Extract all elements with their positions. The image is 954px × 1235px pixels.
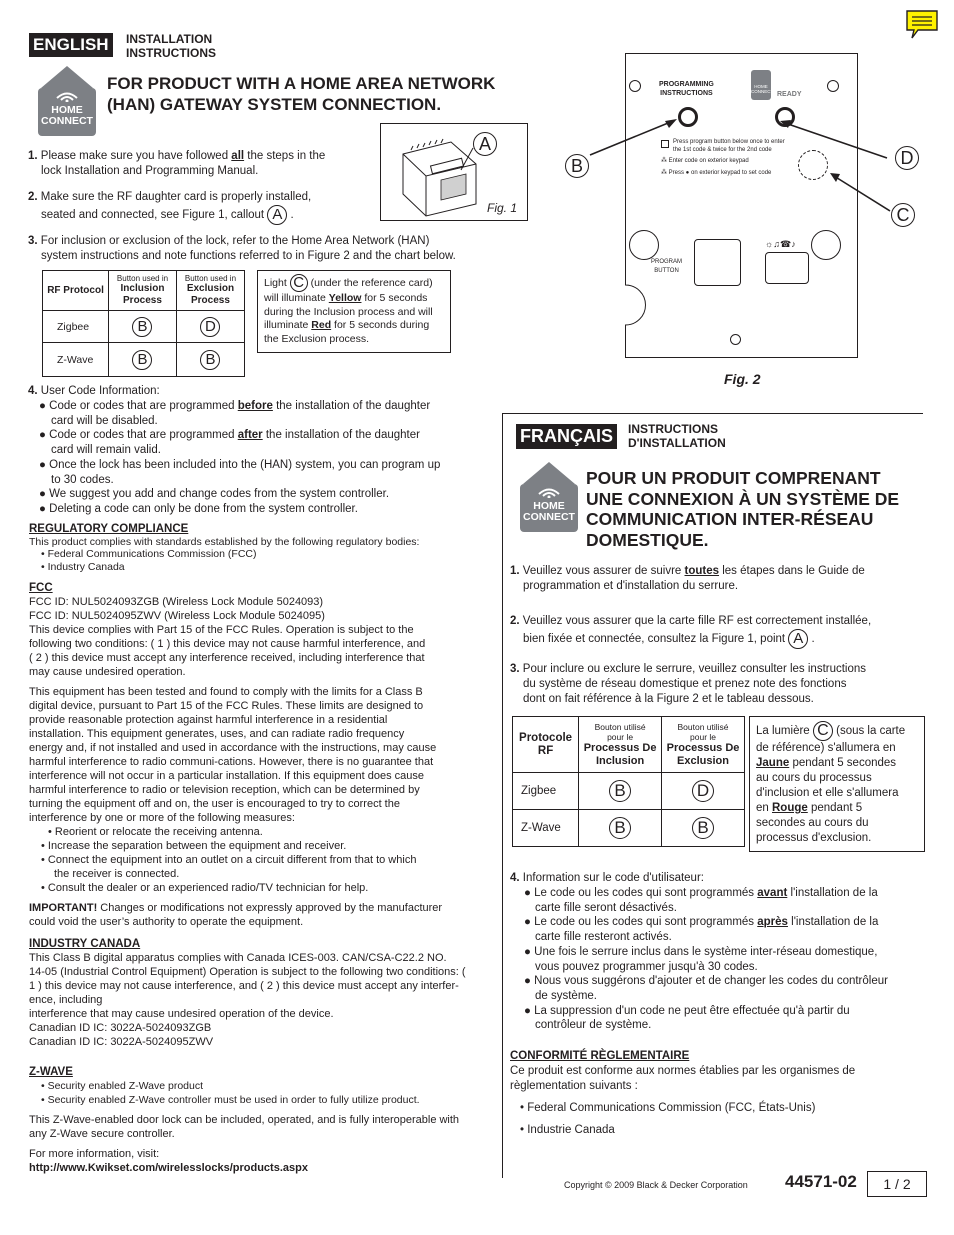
table-cell-protocol: Z-Wave	[513, 810, 579, 847]
card-text: PROGRAMMING	[659, 81, 714, 88]
english-fcc: FCC FCC ID: NUL5024093ZGB (Wireless Lock Module 5024093) FCC ID: NUL5024095ZWV (Wireless Lock Module 5024095) This device complies with Part 15 of the FCC Rules. Operation is subject to the following two conditions: ( 1 ) this device may not cause harmful interference, and ( 2 ) this device must accept any interference received, including interference that may cause undesired operation. This equipment has been tested and found to comply with the limits for a Class B digital device, pursuant to Part 15 of the FCC Rules. These limits are designed to provide reasonable protection against harmful interference in a residential installation. This equipment generates, uses, and can radiate radio frequency energy and, if not installed and used in accordance with the instructions, may cause harmful interference to radio communi-cations. However, there is no guarantee that interference will not occur in a particular installation. If this equipment does cause harmful interference to radio or television reception, which can be determined by turning the equipment off and on, the user is encouraged to try to correct the interference by one or more of the following measures: • Reorient or relocate the receiving antenna. • Increase the separation between the equipment and receiver. • Connect the equipment into an outlet on a circuit different from that to which the receiver is connected. • Consult the dealer or an experienced radio/TV technician for help. IMPORTANT! Changes or modifications not expressly approved by the manufacturer could void the user’s authority to operate the equipment.	[29, 581, 499, 929]
bullet-text: carte fille seront désactivés.	[535, 901, 677, 914]
keypad-symbols-icon: ☼♫☎♪	[765, 239, 796, 249]
table-cell	[176, 311, 244, 343]
bullet-text: l'installation de la	[787, 916, 879, 929]
table-header-protocol: Protocole RF	[513, 717, 579, 773]
section-text: installation. This equipment generates, uses, and can radiate radio frequency	[29, 728, 405, 740]
kwikset-link[interactable]: http://www.Kwikset.com/wirelesslocks/products.aspx	[29, 1162, 308, 1174]
step-text: seated and connected, see Figure 1, callout	[41, 209, 265, 222]
mounting-hole	[730, 334, 741, 345]
logo-text: CONNECT	[41, 115, 93, 127]
english-light-note	[257, 270, 451, 353]
english-subtitle-line: INSTRUCTIONS	[126, 46, 216, 60]
bullet-text: We suggest you add and change codes from the system controller.	[49, 488, 390, 501]
card-text: Enter code on exterior keypad	[668, 158, 749, 164]
step-text: dont on fait référence à la Figure 2 et le tableau dessous.	[523, 693, 814, 705]
callout-c: C	[891, 203, 915, 227]
section-text: For more information, visit:	[29, 1148, 160, 1160]
callout-a: A	[473, 132, 497, 156]
card-text: Press	[668, 169, 685, 176]
step-number: 4.	[510, 872, 520, 884]
step-text: Veuillez vous assurer que la carte fille RF est correctement installée,	[522, 615, 872, 627]
logo-text: HOME	[533, 500, 565, 512]
step-number: 1.	[28, 150, 38, 162]
callout-a: A	[788, 629, 808, 649]
bullet-text: de système.	[535, 989, 597, 1002]
french-step-2: 2. Veuillez vous assurer que la carte fille RF est correctement installée, bien fixée et connectée, consultez la Figure 1, point A .	[510, 615, 872, 647]
step-text: User Code Information:	[40, 385, 160, 397]
table-cell-protocol: Z-Wave	[43, 343, 109, 377]
note-text: will illuminate	[264, 292, 329, 304]
bullet-text: l'installation de la	[787, 887, 878, 899]
section-divider	[502, 413, 923, 414]
ready-label: READY	[777, 91, 802, 98]
english-subtitle-line: INSTALLATION	[126, 32, 213, 46]
english-subtitle	[126, 32, 216, 60]
section-text: règlementation suivants :	[510, 1080, 638, 1092]
table-cell	[579, 773, 662, 810]
section-title: FCC	[29, 582, 53, 594]
callout-letter: B	[692, 817, 714, 839]
english-title-line: (HAN) GATEWAY SYSTEM CONNECTION.	[107, 95, 442, 114]
copyright-text: Copyright © 2009 Black & Decker Corporation	[564, 1180, 748, 1190]
note-text: La lumière	[756, 725, 810, 738]
english-rf-table	[42, 270, 245, 377]
table-header-main: Processus De Inclusion	[583, 741, 657, 767]
wifi-icon	[536, 486, 562, 498]
bullet-emphasis: avant	[757, 887, 788, 899]
french-rf-table	[512, 716, 745, 847]
table-cell	[662, 810, 745, 847]
table-header-main: Exclusion Process	[186, 283, 235, 306]
programming-instructions-heading	[659, 80, 714, 98]
callout-letter: D	[200, 317, 220, 337]
figure-2-label: Fig. 2	[724, 371, 761, 387]
table-header-inclusion	[579, 717, 662, 773]
french-subtitle-line: D'INSTALLATION	[628, 436, 726, 450]
callout-c: C	[813, 721, 833, 741]
french-title-line: COMMUNICATION INTER-RÉSEAU	[586, 509, 874, 529]
section-text: interference will not occur in a particular installation. If this equipment does cause	[29, 770, 424, 782]
card-text: the 1st code & twice for the 2nd code	[673, 146, 772, 153]
section-bullet: Reorient or relocate the receiving antenna.	[54, 826, 263, 838]
note-text: for 5 seconds	[361, 292, 428, 304]
callout-b: B	[565, 154, 589, 178]
note-text: secondes au cours du	[756, 817, 869, 829]
note-text: pendant 5	[807, 802, 863, 814]
program-button-label	[651, 258, 682, 276]
table-header-sub: Button used in	[184, 274, 237, 283]
bullet-text: card will remain valid.	[51, 444, 161, 457]
french-light-note	[749, 716, 925, 852]
section-text: following two conditions: ( 1 ) this device may not cause harmful interference, and	[29, 638, 426, 650]
bullet-text: carte fille resteront activés.	[535, 931, 672, 944]
bullet-text: Nous vous suggérons d'ajouter et de changer les codes du contrôleur	[534, 975, 888, 988]
section-bullet: Security enabled Z-Wave controller must be used in order to fully utilize product.	[47, 1094, 420, 1106]
table-header-protocol: RF Protocol	[43, 271, 109, 311]
figure-2-arrows	[560, 100, 900, 220]
section-text: This equipment has been tested and found to comply with the limits for a Class B	[29, 686, 423, 698]
note-text: the Exclusion process.	[264, 332, 370, 345]
step-text: du système de réseau domestique et prenez note des fonctions	[523, 678, 847, 690]
keypad-area	[765, 252, 809, 284]
section-text: FCC ID: NUL5024095ZWV (Wireless Lock Module 5024095)	[29, 610, 325, 622]
section-text: 1 ) this device may not cause interference, and ( 2 ) this device must accept any interfer-	[29, 980, 459, 992]
french-title-line: DOMESTIQUE.	[586, 529, 709, 550]
note-text: de référence) s'allumera en	[756, 742, 896, 754]
mounting-hole	[629, 80, 641, 92]
french-step-3	[510, 662, 866, 707]
table-cell	[109, 343, 177, 377]
english-title	[107, 73, 495, 115]
english-language-tag: ENGLISH	[29, 33, 113, 57]
bullet-text: the installation of the daughter	[272, 400, 431, 412]
card-instructions: Press program button below once to enter the 1st code & twice for the 2nd code ⁂ Enter code on exterior keypad ⁂ Press ● on exterior keypad to set code	[661, 139, 785, 176]
section-text: may cause undesired operation.	[29, 666, 186, 678]
bullet-text: Une fois le serrure inclus dans le système inter-réseau domestique,	[534, 945, 878, 958]
table-header-sub: Button used in	[116, 274, 169, 283]
home-connect-logo-small	[751, 70, 774, 100]
section-text: interference by one or more of the following measures:	[29, 812, 295, 824]
english-step-2: 2. Make sure the RF daughter card is properly installed, seated and connected, see Figure 1, callout A .	[28, 191, 312, 223]
step-number: 2.	[28, 191, 38, 203]
logo-text: CONNECT	[523, 511, 575, 523]
table-cell	[662, 773, 745, 810]
english-step-1	[28, 149, 325, 179]
step-text: lock Installation and Programming Manual.	[41, 165, 259, 177]
section-text: FCC ID: NUL5024093ZGB (Wireless Lock Module 5024093)	[29, 596, 324, 608]
table-header-exclusion	[662, 717, 745, 773]
table-row	[43, 343, 245, 377]
step-emphasis: toutes	[684, 565, 720, 577]
note-text: en	[756, 802, 772, 814]
step-text: Pour inclure ou exclure le serrure, veuillez consulter les instructions	[522, 663, 867, 675]
note-text: illuminate	[264, 319, 312, 331]
step-number: 2.	[510, 615, 520, 627]
section-text: This device complies with Part 15 of the FCC Rules. Operation is subject to the	[29, 624, 414, 636]
french-subtitle	[628, 422, 726, 450]
section-text: ( 2 ) this device must accept any interference received, including interference that	[29, 652, 425, 664]
table-header-sub: Bouton utilisé pour le	[594, 721, 646, 742]
callout-a: A	[267, 205, 287, 225]
table-row	[43, 311, 245, 343]
section-text: provide reasonable protection against harmful interference in a residential	[29, 714, 388, 726]
bullet-text: La suppression d'un code ne peut être effectuée qu'à partir du	[534, 1004, 850, 1017]
callout-letter: D	[692, 780, 714, 802]
section-text: energy and, if not installed and used in accordance with the instructions, may cause	[29, 742, 437, 754]
bullet-text: Once the lock has been included into the (HAN) system, you can program up	[49, 458, 441, 471]
section-text: This Z-Wave-enabled door lock can be included, operated, and is fully interoperable with	[29, 1114, 460, 1126]
step-text: system instructions and note functions referred to in Figure 2 and the chart below.	[41, 250, 456, 262]
step-text: programmation et d'installation du serrure.	[523, 580, 739, 592]
section-bullet: the receiver is connected.	[54, 868, 180, 880]
note-emphasis: Jaune	[756, 757, 790, 769]
table-header-sub: Bouton utilisé pour le	[677, 721, 729, 742]
section-title: REGULATORY COMPLIANCE	[29, 523, 189, 535]
section-text: ence, including	[29, 994, 103, 1006]
section-text: harmful interference to radio communi-cations. However, there is no guarantee that	[29, 756, 434, 768]
bullet-text: Le code ou les codes qui sont programmés	[534, 887, 758, 899]
mounting-hole	[811, 230, 841, 260]
section-title: CONFORMITÉ RÈGLEMENTAIRE	[510, 1050, 690, 1062]
step-text: For inclusion or exclusion of the lock, refer to the Home Area Network (HAN)	[40, 235, 430, 247]
french-step-4: 4. Information sur le code d'utilisateur: ● Le code ou les codes qui sont programmés avant l'installation de la carte fille seront désactivés. ● Le code ou les codes qui sont programmés après l'installation de la carte fille resteront activés. ● Une fois le serrure inclus dans le système inter-réseau domestique, vous pouvez programmer jusqu'à 30 codes. ● Nous vous suggérons d'ajouter et de changer les codes du contrôleur de système. ● La suppression d'un code ne peut être effectuée qu'à partir du contrôleur de système.	[510, 871, 920, 1033]
note-text: for 5 seconds during	[331, 319, 430, 331]
section-text: any Z-Wave secure controller.	[29, 1128, 175, 1140]
table-cell	[579, 810, 662, 847]
mounting-hole	[827, 80, 839, 92]
section-bullet: Industry Canada	[47, 561, 125, 573]
note-text: au cours du processus	[756, 772, 872, 784]
bullet-text: the installation of the daughter	[262, 429, 420, 442]
bullet-text: Code or codes that are programmed	[49, 429, 238, 442]
section-text: Canadian ID IC: 3022A-5024095ZWV	[29, 1036, 214, 1048]
note-emphasis: Rouge	[772, 802, 808, 814]
table-cell-protocol: Zigbee	[513, 773, 579, 810]
french-regulatory: CONFORMITÉ RÈGLEMENTAIRE Ce produit est conforme aux normes établies par les organismes de règlementation suivants : • Federal Communications Commission (FCC, États-Unis) • Industrie Canada	[510, 1049, 920, 1138]
callout-letter: B	[609, 780, 631, 802]
section-text: Ce produit est conforme aux normes établies par les organismes de	[510, 1065, 856, 1077]
section-bullet: Security enabled Z-Wave product	[47, 1080, 204, 1092]
bullet-text: to 30 codes.	[51, 473, 114, 486]
logo-text: HOME	[51, 104, 83, 116]
card-text: INSTRUCTIONS	[660, 90, 713, 97]
callout-letter: B	[132, 350, 152, 370]
step-text: bien fixée et connectée, consultez la Figure 1, point	[523, 633, 786, 646]
note-text: d'inclusion et elle s'allumera	[756, 787, 899, 799]
section-bullet: Federal Communications Commission (FCC, États-Unis)	[527, 1102, 816, 1114]
column-divider	[502, 413, 503, 1178]
bullet-text: vous pouvez programmer jusqu'à 30 codes.	[535, 960, 758, 973]
bullet-text: card will be disabled.	[51, 414, 158, 427]
wifi-icon	[54, 90, 80, 102]
callout-d: D	[895, 146, 919, 170]
section-bullet: Connect the equipment into an outlet on a circuit different from that to which	[47, 854, 417, 866]
section-text: interference that may cause undesired operation of the device.	[29, 1008, 334, 1020]
section-text: digital device, pursuant to Part 15 of the FCC Rules. These limits are designed to	[29, 700, 424, 712]
english-step-3	[28, 234, 456, 264]
section-bullet: Industrie Canada	[527, 1124, 615, 1136]
callout-letter: B	[609, 817, 631, 839]
page-number: 1 / 2	[867, 1171, 927, 1197]
table-header-exclusion	[176, 271, 244, 311]
section-text: harmful interference to radio or television reception, which can be determined by	[29, 784, 420, 796]
english-regulatory: REGULATORY COMPLIANCE This product complies with standards established by the following regulatory bodies: • Federal Communications Commission (FCC) • Industry Canada	[29, 522, 499, 574]
step-text: Make sure the RF daughter card is properly installed,	[40, 191, 312, 203]
note-text: Light	[264, 276, 287, 289]
section-bullet: Federal Communications Commission (FCC)	[47, 548, 257, 560]
step-number: 3.	[28, 235, 38, 247]
french-step-1	[510, 564, 865, 594]
table-cell-protocol: Zigbee	[43, 311, 109, 343]
note-icon[interactable]	[904, 8, 940, 40]
section-text: Changes or modifications not expressly approved by the manufacturer	[97, 902, 443, 914]
note-text: (under the reference card)	[310, 276, 433, 289]
french-title-line: POUR UN PRODUIT COMPRENANT	[586, 468, 881, 488]
english-step-4: 4. User Code Information: ● Code or codes that are programmed before the installation of the daughter card will be disabled. ● Code or codes that are programmed after the installation of the daughter card will remain valid. ● Once the lock has been included into the (HAN) system, you can program up to 30 codes. ● We suggest you add and change codes from the system controller. ● Deleting a code can only be done from the system controller.	[28, 384, 488, 517]
english-zwave: Z-WAVE • Security enabled Z-Wave product • Security enabled Z-Wave controller must be used in order to fully utilize product. This Z-Wave-enabled door lock can be included, operated, and is fully interoperable with any Z-Wave secure controller. For more information, visit: http://www.Kwikset.com/wirelesslocks/products.aspx	[29, 1065, 499, 1175]
table-header-main: Processus De Exclusion	[666, 741, 740, 767]
card-text: PROGRAM	[651, 259, 683, 265]
step-number: 1.	[510, 565, 520, 577]
section-text: could void the user’s authority to operate the equipment.	[29, 916, 304, 928]
note-text: pendant 5 secondes	[789, 757, 897, 769]
section-bullet: Increase the separation between the equipment and receiver.	[47, 840, 347, 852]
note-text: during the Inclusion process and will	[264, 305, 433, 318]
step-text: Veuillez vous assurer de suivre	[522, 565, 685, 577]
note-text: (sous la carte	[836, 725, 906, 738]
step-number: 3.	[510, 663, 520, 675]
figure-1	[380, 123, 528, 221]
bullet-emphasis: before	[237, 400, 273, 412]
table-cell	[109, 311, 177, 343]
section-title: Z-WAVE	[29, 1066, 73, 1078]
section-text: Canadian ID IC: 3022A-5024093ZGB	[29, 1022, 212, 1034]
card-text: BUTTON	[654, 268, 679, 274]
callout-letter: B	[132, 317, 152, 337]
section-text: 14-05 (Industrial Control Equipment) Operation is subject to the following two conditions: (	[29, 966, 466, 978]
part-number: 44571-02	[785, 1172, 857, 1191]
callout-c: C	[290, 274, 308, 292]
table-header-inclusion	[109, 271, 177, 311]
section-bullet: Consult the dealer or an experienced radio/TV technician for help.	[47, 882, 369, 894]
french-title	[586, 468, 899, 550]
table-row	[513, 810, 745, 847]
french-title-line: UNE CONNEXION À UN SYSTÈME DE	[586, 488, 900, 509]
step-emphasis: all	[231, 150, 245, 162]
section-title: INDUSTRY CANADA	[29, 938, 141, 950]
step-text: Information sur le code d'utilisateur:	[522, 872, 704, 884]
figure-1-label: Fig. 1	[487, 201, 518, 215]
program-button[interactable]	[694, 239, 741, 286]
english-title-line: FOR PRODUCT WITH A HOME AREA NETWORK	[107, 74, 496, 93]
table-cell	[176, 343, 244, 377]
french-subtitle-line: INSTRUCTIONS	[628, 422, 718, 436]
home-connect-logo	[38, 66, 96, 136]
english-industry-canada	[29, 937, 499, 1049]
step-text: Please make sure you have followed	[40, 150, 232, 162]
step-number: 4.	[28, 385, 38, 397]
table-row	[513, 773, 745, 810]
card-text: Press program button below once to enter	[673, 139, 785, 145]
note-emphasis: Red	[311, 319, 332, 331]
logo-text: HOME	[754, 84, 768, 89]
step-text: les étapes dans le Guide de	[719, 565, 865, 577]
bullet-text: Deleting a code can only be done from the system controller.	[49, 502, 358, 515]
callout-letter: B	[200, 350, 220, 370]
logo-text: CONNECT	[751, 89, 774, 94]
french-language-tag: FRANÇAIS	[516, 424, 617, 449]
note-text: processus d'exclusion.	[756, 832, 872, 844]
mounting-hole	[629, 230, 659, 260]
bullet-text: Le code ou les codes qui sont programmés	[534, 916, 758, 929]
bullet-text: contrôleur de système.	[535, 1019, 652, 1032]
table-header-main: Inclusion Process	[120, 283, 165, 306]
note-emphasis: Yellow	[328, 292, 362, 304]
section-text: This product complies with standards established by the following regulatory bodies:	[29, 536, 420, 548]
bullet-text: Code or codes that are programmed	[49, 400, 238, 412]
section-text: turning the equipment off and on, the user is encouraged to try to correct the	[29, 798, 400, 810]
home-connect-logo	[520, 462, 578, 532]
card-text: on exterior keypad to set code	[690, 169, 772, 176]
section-text: This Class B digital apparatus complies with Canada ICES-003. CAN/CSA-C22.2 NO.	[29, 952, 447, 964]
step-text: the steps in the	[244, 150, 326, 162]
important-label: IMPORTANT!	[29, 902, 98, 914]
bullet-emphasis: after	[237, 429, 263, 442]
bullet-emphasis: après	[757, 916, 788, 929]
